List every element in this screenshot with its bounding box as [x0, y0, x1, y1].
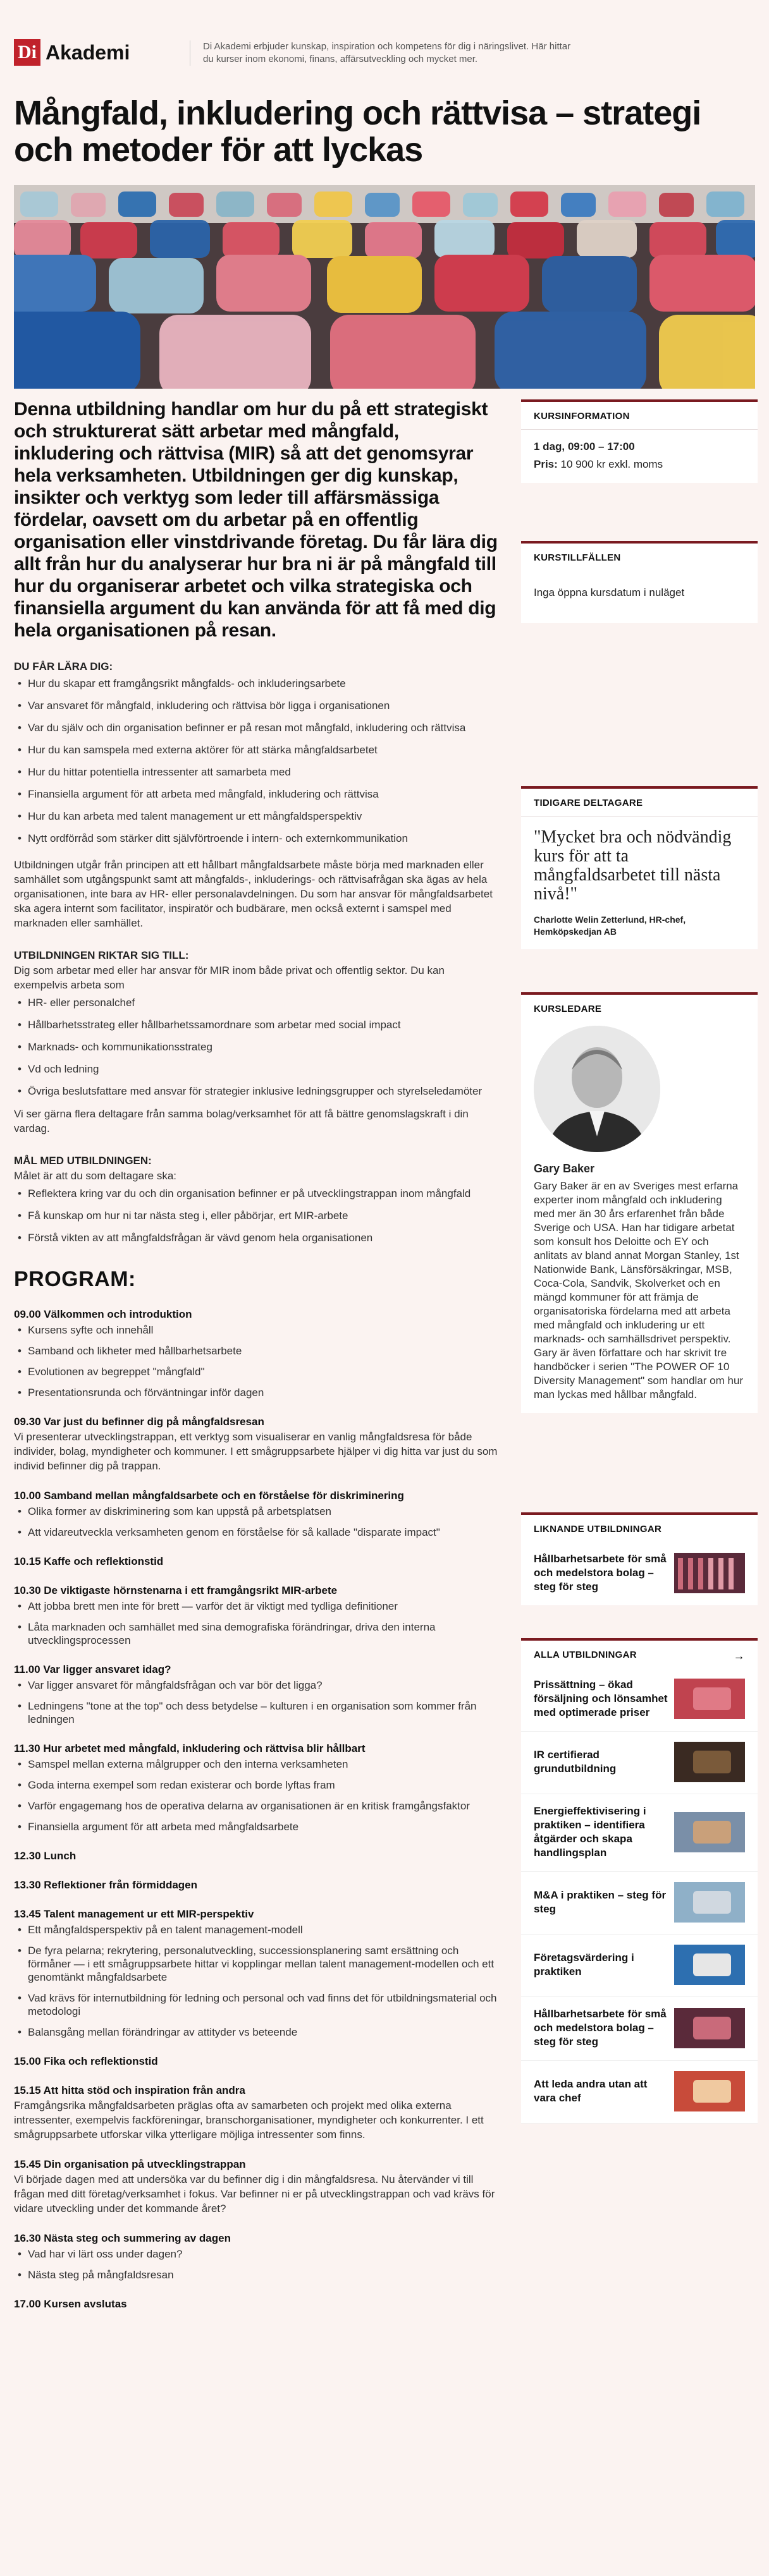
list-item: • Var ligger ansvaret för mångfaldsfrågan och var bör det ligga?	[14, 1679, 501, 1692]
list-item: • Ett mångfaldsperspektiv på en talent management-modell	[14, 1923, 501, 1936]
course-title: Att leda andra utan att vara chef	[534, 2078, 648, 2104]
list-item: • Låta marknaden och samhället med sina demografiska förändringar, driva den interna utvecklingsprocessen	[14, 1620, 501, 1647]
course-item[interactable]	[521, 1794, 758, 1872]
course-title: IR certifierad grundutbildning	[534, 1749, 617, 1775]
list-item: • Att jobba brett men inte för brett — varför det är viktigt med tydliga definitioner	[14, 1600, 501, 1613]
list-item: • Hur du kan arbeta med talent management ur ett mångfaldsperspektiv	[14, 810, 501, 823]
course-leader-card	[521, 992, 758, 1413]
list-item: • Finansiella argument för att arbeta med mångfaldsarbete	[14, 1820, 501, 1833]
logo-text: Akademi	[46, 40, 130, 64]
avatar	[534, 1026, 660, 1152]
course-thumbnail-icon	[674, 2071, 745, 2111]
program-session	[14, 2298, 501, 2311]
program-session	[14, 2055, 501, 2068]
course-item[interactable]	[521, 1872, 758, 1935]
list-item: • Förstå vikten av att mångfaldsfrågan är vävd genom hela organisationen	[14, 1231, 501, 1244]
course-thumbnail-icon	[674, 1945, 745, 1985]
course-title: M&A i praktiken – steg för steg	[534, 1889, 667, 1915]
session-list	[14, 1923, 501, 2039]
list-item: • Var du själv och din organisation befinner er på resan mot mångfald, inkludering och rättvisa	[14, 721, 501, 734]
session-title: 09.30 Var just du befinner dig på mångfaldsresan	[14, 1416, 264, 1428]
list-item: • Vad krävs för internutbildning för ledning och personal och vad finns det för utbildningsmaterial och metodologi	[14, 1991, 501, 2018]
list-item: • Presentationsrunda och förväntningar inför dagen	[14, 1386, 501, 1399]
session-title: 13.30 Reflektioner från förmiddagen	[14, 1879, 198, 1891]
testimonial-quote: "Mycket bra och nödvändig kurs för att ta mångfaldsarbetet till nästa nivå!"	[534, 827, 732, 904]
di-akademi-logo[interactable]	[14, 39, 130, 66]
list-item: • Goda interna exempel som redan existerar och borde lyftas fram	[14, 1778, 501, 1792]
session-title: 15.45 Din organisation på utvecklingstrappan	[14, 2158, 246, 2170]
program-session	[14, 2084, 501, 2142]
course-price: 10 900 kr exkl. moms	[560, 458, 663, 470]
course-title: Företagsvärdering i praktiken	[534, 1952, 634, 1978]
program-session	[14, 1742, 501, 1833]
target-heading: UTBILDNINGEN RIKTAR SIG TILL:	[14, 949, 189, 961]
session-title: 10.00 Samband mellan mångfaldsarbete och en förståelse för diskriminering	[14, 1490, 404, 1502]
course-item[interactable]	[521, 2061, 758, 2123]
session-title: 15.15 Att hitta stöd och inspiration från andra	[14, 2084, 245, 2096]
all-courses-card	[521, 1638, 758, 2123]
card-heading: LIKNANDE UTBILDNINGAR	[534, 1524, 662, 1534]
leader-name: Gary Baker	[534, 1162, 595, 1175]
related-course-title: Hållbarhetsarbete för små och medelstora bolag – steg för steg	[534, 1553, 667, 1593]
card-heading: KURSINFORMATION	[521, 402, 758, 430]
session-title: 10.30 De viktigaste hörnstenarna i ett framgångsrikt MIR-arbete	[14, 1584, 338, 1596]
course-item[interactable]	[521, 1732, 758, 1794]
program-session	[14, 2158, 501, 2216]
list-item: • Samband och likheter med hållbarhetsarbete	[14, 1344, 501, 1358]
list-item: • Vd och ledning	[14, 1062, 501, 1076]
session-list	[14, 2247, 501, 2281]
list-item: • Hur du kan samspela med externa aktörer för att stärka mångfaldsarbetet	[14, 743, 501, 756]
list-item: • Nästa steg på mångfaldsresan	[14, 2268, 501, 2281]
program-session	[14, 1308, 501, 1399]
related-course-item[interactable]	[521, 1542, 758, 1605]
program-session	[14, 1555, 501, 1568]
course-thumbnail-icon	[674, 1882, 745, 1923]
lead-paragraph: Denna utbildning handlar om hur du på ett strategiskt och strukturerat sätt arbetar med mångfald, inkludering och rättvisa (MIR) så att det genomsyrar hela verksamheten. Utbildningen ger dig kunskap, insikter och verktyg som leder till affärsmässiga fördelar, oavsett om du arbetar på en offentlig organisation eller vinstdrivande företag. Du får lära dig allt från hur du analyserar hur bra ni är på mångfald till hur du organiserar arbetet och vilka strategiska och finansiella argument du kan använda för att få med dig hela organisationen på resan.	[14, 399, 498, 641]
list-item: • Kursens syfte och innehåll	[14, 1323, 501, 1337]
session-list	[14, 1758, 501, 1833]
card-heading: KURSLEDARE	[534, 1004, 602, 1014]
session-text: Vi började dagen med att undersöka var du befinner dig i din mångfaldsresa. Nu återvänder vi till frågan med ditt företag/verksamhet i fokus. Var befinner ni er på utvecklingstrappan och vad krävs för vidare utveckling under det kommande året?	[14, 2173, 495, 2215]
list-item: • Balansgång mellan förändringar av attityder vs beteende	[14, 2026, 501, 2039]
testimonial-author: Charlotte Welin Zetterlund, HR-chef, Hemköpskedjan AB	[534, 914, 686, 937]
session-title: 12.30 Lunch	[14, 1850, 77, 1862]
testimonial-card	[521, 786, 758, 949]
intro-text: Utbildningen utgår från principen att ett hållbart mångfaldsarbete måste börja med marknaden eller samhället som utgångspunkt samt att mångfalds-, inkluderings- och rättvisafrågan ska ägas av hela organisationen, inte bara av HR- eller personalavdelningen. Du som har ansvar för mångfaldsarbetet ska agera internt som facilitator, inspiratör och budbärare, men också externt i samspel med marknaden eller samhället.	[14, 859, 493, 929]
course-thumbnail-icon	[674, 1553, 745, 1593]
course-title: Prissättning – ökad försäljning och lönsamhet med optimerade priser	[534, 1679, 668, 1718]
program-session	[14, 1416, 501, 1473]
list-item: • Var ansvaret för mångfald, inkludering och rättvisa bör ligga i organisationen	[14, 699, 501, 712]
course-item[interactable]	[521, 1668, 758, 1732]
course-description	[14, 398, 501, 2311]
program-session	[14, 1850, 501, 1862]
target-text: Dig som arbetar med eller har ansvar för MIR inom både privat och offentlig sektor. Du kan exempelvis arbeta som	[14, 964, 445, 991]
course-thumbnail-icon	[674, 2008, 745, 2048]
session-title: 13.45 Talent management ur ett MIR-perspektiv	[14, 1908, 254, 1920]
price-label: Pris:	[534, 458, 558, 470]
list-item: • Få kunskap om hur ni tar nästa steg i, eller påbörjar, ert MIR-arbete	[14, 1209, 501, 1222]
list-item: • Hållbarhetsstrateg eller hållbarhetssamordnare som arbetar med social impact	[14, 1018, 501, 1031]
session-list	[14, 1505, 501, 1539]
list-item: • De fyra pelarna; rekrytering, personalutveckling, successionsplanering samt ersättning och förmåner — i ett smågruppsarbete hittar vi kopplingar mellan talent management-modellen och ett genomtänkt mångfaldsarbete	[14, 1944, 501, 1984]
leader-bio: Gary Baker är en av Sveriges mest erfarna experter inom mångfald och inkludering med mer än 30 års erfarenhet från både Sverige och USA. Han har tidigare arbetat som konsult hos Deloitte och EY och anlitats av bland annat Morgan Stanley, 1st Nationwide Bank, Länsförsäkringar, MSB, Coca-Cola, Sandvik, Skolverket och en mängd kommuner för att främja de organisatoriska fördelarna med att arbeta med mångfald och inkludering ur ett marknads- och samhällsdrivet perspektiv. Gary är även författare och har skrivit tre handböcker i serien "The POWER OF 10 Diversity Management" som handlar om hur man lyckas med hållbar mångfald.	[534, 1180, 744, 1400]
program-list	[14, 1308, 501, 2311]
list-item: • Vad har vi lärt oss under dagen?	[14, 2247, 501, 2261]
list-item: • Varför engagemang hos de operativa delarna av organisationen är en kritisk framgångsfaktor	[14, 1799, 501, 1813]
program-session	[14, 2232, 501, 2281]
all-courses-heading: ALLA UTBILDNINGAR	[534, 1649, 637, 1660]
course-item[interactable]	[521, 1935, 758, 1997]
page-title: Mångfald, inkludering och rättvisa – strategi och metoder för att lyckas	[14, 94, 701, 169]
session-list	[14, 1679, 501, 1726]
course-item[interactable]	[521, 1997, 758, 2061]
goals-list	[14, 1187, 501, 1244]
session-title: 11.30 Hur arbetet med mångfald, inkludering och rättvisa blir hållbart	[14, 1742, 366, 1754]
session-title: 10.15 Kaffe och reflektionstid	[14, 1555, 164, 1567]
course-info-card	[521, 399, 758, 483]
site-tagline: Di Akademi erbjuder kunskap, inspiration och kompetens för dig i näringslivet. Här hittar du kurser inom ekonomi, finans, affärsutveckling och mycket mer.	[190, 40, 582, 66]
list-item: • Marknads- och kommunikationsstrateg	[14, 1040, 501, 1054]
occasions-text: Inga öppna kursdatum i nuläget	[534, 586, 685, 598]
occasions-card	[521, 541, 758, 623]
list-item: • Finansiella argument för att arbeta med mångfald, inkludering och rättvisa	[14, 787, 501, 801]
program-session	[14, 1663, 501, 1726]
session-title: 15.00 Fika och reflektionstid	[14, 2055, 158, 2067]
session-list	[14, 1600, 501, 1647]
session-title: 09.00 Välkommen och introduktion	[14, 1308, 192, 1320]
target-note: Vi ser gärna flera deltagare från samma bolag/verksamhet för att få bättre genomslagskraft i din vardag.	[14, 1108, 469, 1134]
learn-heading: DU FÅR LÄRA DIG:	[14, 660, 113, 672]
session-text: Framgångsrika mångfaldsarbeten präglas ofta av samarbeten och projekt med olika externa intressenter, exempelvis fackföreningar, branschorganisationer, myndigheter och konkurrenter. I ett smågruppsarbete utforskar vilka ytterligare möjliga intressenter som finns.	[14, 2099, 484, 2141]
program-heading: PROGRAM:	[14, 1267, 136, 1291]
hero-image-chairs	[14, 185, 755, 389]
arrow-right-icon[interactable]: →	[733, 1649, 745, 1662]
list-item: • Hur du hittar potentiella intressenter att samarbeta med	[14, 765, 501, 779]
course-thumbnail-icon	[674, 1812, 745, 1852]
program-session	[14, 1584, 501, 1647]
course-title: Hållbarhetsarbete för små och medelstora bolag – steg för steg	[534, 2008, 667, 2048]
course-time: 1 dag, 09:00 – 17:00	[534, 440, 635, 453]
session-title: 17.00 Kursen avslutas	[14, 2298, 127, 2310]
program-session	[14, 1879, 501, 1892]
target-list	[14, 996, 501, 1098]
related-courses-card	[521, 1512, 758, 1605]
list-item: • Att vidareutveckla verksamheten genom en förståelse för så kallade "disparate impact"	[14, 1526, 501, 1539]
list-item: • Övriga beslutsfattare med ansvar för strategier inklusive ledningsgrupper och styrelseledamöter	[14, 1084, 501, 1098]
list-item: • Reflektera kring var du och din organisation befinner er på utvecklingstrappan inom mångfald	[14, 1187, 501, 1200]
list-item: • Ledningens "tone at the top" och dess betydelse – kulturen i en organisation som kommer från ledningen	[14, 1699, 501, 1726]
goals-heading: MÅL MED UTBILDNINGEN:	[14, 1155, 152, 1167]
session-title: 11.00 Var ligger ansvaret idag?	[14, 1663, 171, 1675]
program-session	[14, 1490, 501, 1539]
session-title: 16.30 Nästa steg och summering av dagen	[14, 2232, 231, 2244]
course-thumbnail-icon	[674, 1679, 745, 1719]
course-title: Energieffektivisering i praktiken – identifiera åtgärder och skapa handlingsplan	[534, 1805, 646, 1859]
di-logo-mark: Di	[14, 39, 40, 66]
program-session	[14, 1908, 501, 2039]
session-list	[14, 1323, 501, 1399]
course-thumbnail-icon	[674, 1742, 745, 1782]
card-heading: TIDIGARE DELTAGARE	[521, 789, 758, 817]
goals-text: Målet är att du som deltagare ska:	[14, 1170, 177, 1182]
session-text: Vi presenterar utvecklingstrappan, ett verktyg som visualiserar en vanlig mångfaldsresa för både individer, bolag, myndigheter och kommuner. I ett smågruppsarbete hjälper vi dig hitta var just du som individ befinner dig på trappan.	[14, 1431, 498, 1472]
list-item: • Samspel mellan externa målgrupper och den interna verksamheten	[14, 1758, 501, 1771]
portrait-icon	[534, 1026, 660, 1152]
all-courses-list	[521, 1668, 758, 2123]
site-header	[0, 0, 769, 81]
list-item: • Hur du skapar ett framgångsrikt mångfalds- och inkluderingsarbete	[14, 677, 501, 690]
list-item: • HR- eller personalchef	[14, 996, 501, 1009]
card-heading: KURSTILLFÄLLEN	[534, 552, 621, 563]
card-heading[interactable]	[521, 1641, 758, 1668]
learn-list	[14, 677, 501, 845]
list-item: • Olika former av diskriminering som kan uppstå på arbetsplatsen	[14, 1505, 501, 1518]
list-item: • Evolutionen av begreppet "mångfald"	[14, 1365, 501, 1378]
list-item: • Nytt ordförråd som stärker ditt självförtroende i intern- och externkommunikation	[14, 832, 501, 845]
chairs-illustration	[14, 185, 755, 389]
